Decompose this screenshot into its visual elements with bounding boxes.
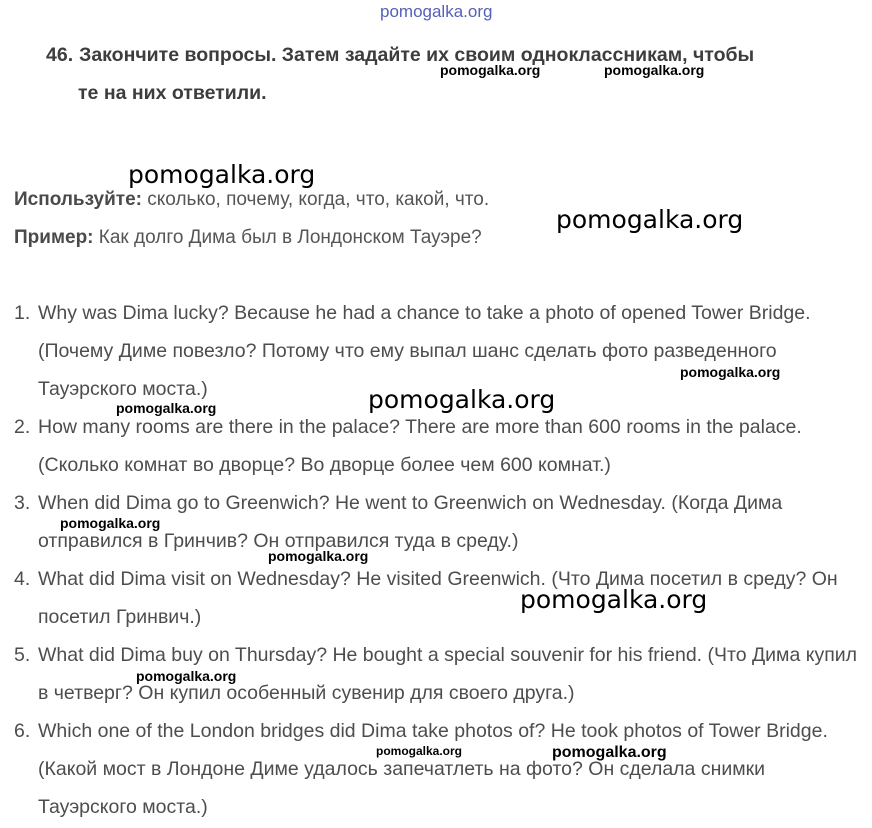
instruction-use-text: сколько, почему, когда, что, какой, что. (142, 189, 490, 210)
watermark: pomogalka.org (376, 744, 463, 758)
answer-item (14, 712, 864, 826)
watermark: pomogalka.org (520, 585, 708, 614)
instruction-example-label: Пример: (14, 227, 94, 248)
answer-text: What did Dima buy on Thursday? He bought a special souvenir for his friend. (Что Дима купил в четверг? Он купил особенный сувенир для своего друга.) (38, 644, 858, 704)
answer-text: Why was Dima lucky? Because he had a chance to take a photo of opened Tower Bridge. (Почему Диме повезло? Потому что ему выпал шанс сделать фото разведенного Тауэрского моста.) (38, 302, 811, 400)
watermark: pomogalka.org (680, 364, 781, 380)
watermark: pomogalka.org (440, 62, 541, 78)
answer-item (14, 408, 864, 484)
task-number: 46. (46, 44, 74, 66)
answer-number: 6. (14, 720, 31, 742)
watermark: pomogalka.org (136, 668, 237, 684)
watermark: pomogalka.org (556, 205, 744, 234)
instruction-use-label: Используйте: (14, 189, 142, 210)
instruction-example (14, 227, 482, 249)
watermark: pomogalka.org (116, 400, 217, 416)
answer-number: 5. (14, 644, 31, 666)
answer-text: When did Dima go to Greenwich? He went to Greenwich on Wednesday. (Когда Дима отправился в Гринчив? Он отправился туда в среду.) (38, 492, 783, 552)
watermark: pomogalka.org (552, 744, 667, 761)
answer-text: What did Dima visit on Wednesday? He visited Greenwich. (Что Дима посетил в среду? Он посетил Гринвич.) (38, 568, 838, 628)
watermark: pomogalka.org (60, 515, 161, 531)
answer-text: Which one of the London bridges did Dima take photos of? He took photos of Tower Bridge. (Какой мост в Лондоне Диме удалось запечатлеть на фото? Он сделала снимки Тауэрского моста.) (38, 720, 828, 818)
answer-text: How many rooms are there in the palace? There are more than 600 rooms in the palace. (Сколько комнат во дворце? Во дворце более чем 600 комнат.) (38, 416, 802, 476)
watermark: pomogalka.org (268, 548, 369, 564)
instruction-use (14, 189, 489, 211)
answer-item (14, 560, 864, 636)
instruction-example-text: Как долго Дима был в Лондонском Тауэре? (93, 227, 482, 248)
answer-number: 2. (14, 416, 31, 438)
task-title-line2: те на них ответили. (78, 82, 267, 104)
answer-number: 4. (14, 568, 31, 590)
answer-number: 3. (14, 492, 31, 514)
top-watermark: pomogalka.org (380, 2, 493, 21)
watermark: pomogalka.org (368, 385, 556, 414)
task-title-line1: Закончите вопросы. Затем задайте их своим одноклассникам, чтобы (79, 44, 755, 66)
watermark: pomogalka.org (128, 160, 316, 189)
answer-number: 1. (14, 302, 31, 324)
watermark: pomogalka.org (604, 62, 705, 78)
